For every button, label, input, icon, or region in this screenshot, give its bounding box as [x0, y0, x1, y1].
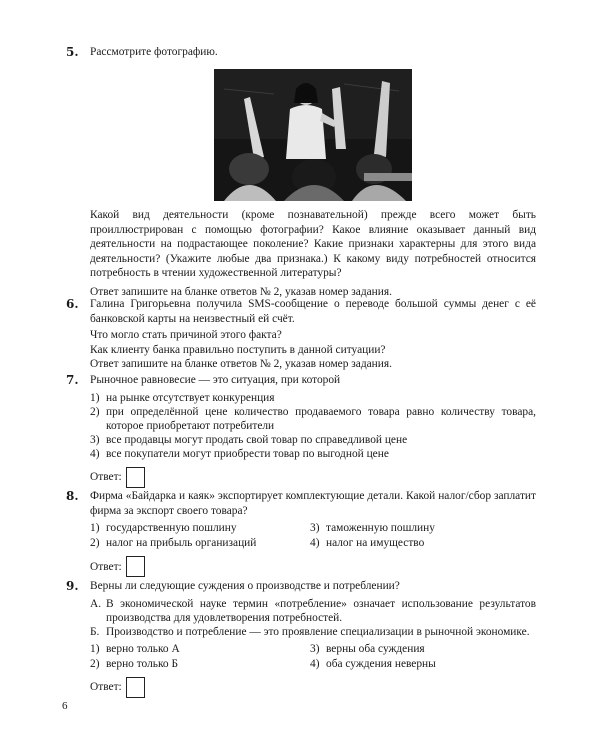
answer-box[interactable]: [126, 556, 145, 577]
question-line: Как клиенту банка правильно поступить в данной ситуации?: [90, 343, 386, 356]
option-text: налог на имущество: [326, 537, 425, 549]
question-instruction: Ответ запишите на бланке ответов № 2, указав номер задания.: [90, 358, 392, 370]
question-number: 5.: [66, 45, 79, 59]
option-text: государственную пошлину: [106, 522, 237, 534]
option-1: [90, 642, 310, 656]
question-number: 9.: [66, 579, 79, 593]
option-text: таможенную пошлину: [326, 522, 435, 534]
question-5-body: [66, 208, 536, 301]
option-1: [90, 391, 536, 405]
option-number: 2): [90, 537, 100, 549]
question-instruction: Ответ запишите на бланке ответов № 2, указав номер задания.: [90, 285, 392, 298]
option-2: [90, 657, 310, 671]
answer-row: [90, 556, 536, 577]
option-text: все покупатели могут приобрести товар по выгодной цене: [106, 447, 389, 460]
question-prompt: Рассмотрите фотографию.: [90, 46, 218, 58]
option-2: [90, 536, 310, 550]
option-4: [310, 536, 530, 550]
question-line: Что могло стать причиной этого факта?: [90, 329, 282, 341]
question-5: [66, 45, 536, 62]
option-text: верны оба суждения: [326, 642, 425, 655]
option-number: 4): [310, 657, 320, 670]
classroom-photo-illustration: [214, 69, 412, 201]
option-number: 4): [310, 537, 320, 549]
answer-row: [90, 677, 536, 698]
option-number: 1): [90, 522, 100, 534]
answer-label: Ответ:: [90, 560, 122, 573]
answer-label: Ответ:: [90, 681, 122, 693]
option-text: на рынке отсутствует конкуренция: [106, 391, 275, 404]
option-number: 2): [90, 405, 100, 418]
question-text: Верны ли следующие суждения о производстве и потреблении?: [90, 580, 400, 592]
statement-letter: А.: [90, 597, 102, 610]
option-number: 2): [90, 657, 100, 670]
answer-box[interactable]: [126, 677, 145, 698]
classroom-photo: [214, 69, 412, 201]
option-number: 3): [310, 522, 320, 534]
answer-label: Ответ:: [90, 471, 122, 483]
option-text: оба суждения неверны: [326, 657, 436, 670]
option-text: при определённой цене количество продаваемого товара равно количеству товара, которое приобретают потребители: [106, 405, 536, 432]
option-text: все продавцы могут продать свой товар по справедливой цене: [106, 433, 408, 446]
question-text: Рыночное равновесие — это ситуация, при которой: [90, 374, 341, 386]
option-3: [310, 521, 530, 535]
answer-box[interactable]: [126, 467, 145, 488]
question-7: [66, 373, 536, 488]
option-4: [310, 657, 530, 671]
option-number: 3): [90, 433, 100, 446]
option-number: 1): [90, 391, 100, 404]
option-number: 1): [90, 642, 100, 655]
option-2: [90, 405, 536, 433]
question-number: 6.: [66, 297, 79, 311]
page-number: 6: [62, 700, 68, 712]
option-text: верно только А: [106, 642, 180, 655]
option-text: налог на прибыль организаций: [106, 537, 257, 549]
option-3: [310, 642, 530, 656]
question-text: Фирма «Байдарка и каяк» экспортирует комплектующие детали. Какой налог/сбор заплатит фирма за экспорт своего товара?: [90, 490, 536, 517]
question-number: 7.: [66, 373, 79, 387]
option-4: [90, 447, 536, 461]
question-8: [66, 489, 536, 577]
option-text: верно только Б: [106, 657, 178, 670]
option-number: 4): [90, 447, 100, 460]
question-9: [66, 579, 536, 698]
option-3: [90, 433, 536, 447]
statement-a: [90, 597, 536, 625]
statement-text: В экономической науке термин «потребление» означает использование результатов производства для удовлетворения потребностей.: [106, 597, 536, 624]
question-text: Галина Григорьевна получила SMS-сообщение о переводе большой суммы денег с её банковской карты на неизвестный ей счёт.: [90, 298, 536, 325]
answer-row: [90, 467, 536, 488]
question-6: [66, 297, 536, 372]
option-number: 3): [310, 642, 320, 655]
question-text: Какой вид деятельности (кроме познавательной) прежде всего может быть проиллюстрирован с помощью фотографии? Какое влияние оказывает данный вид деятельности на подрастающее поколение? Какие признаки характерны для этого вида деятельности? (Укажите любые два признака.) К какому виду потребностей относится потребность в чтении художественной литературы?: [90, 209, 536, 279]
option-1: [90, 521, 310, 535]
statement-letter: Б.: [90, 625, 100, 638]
statement-text: Производство и потребление — это проявление специализации в рыночной экономике.: [106, 625, 530, 638]
question-number: 8.: [66, 489, 79, 503]
statement-b: [90, 625, 536, 639]
